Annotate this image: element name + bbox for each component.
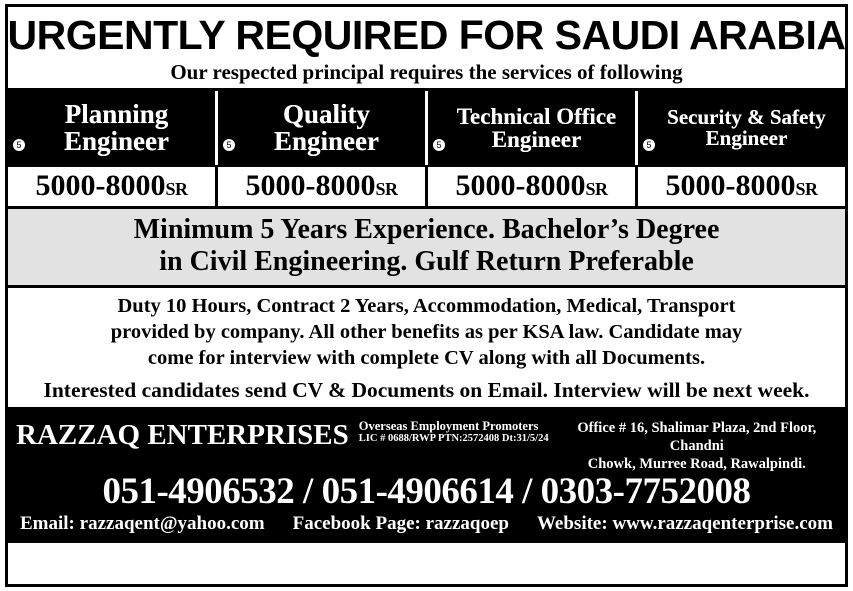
job-title	[64, 101, 169, 155]
address-line-1: Office # 16, Shalimar Plaza, 2nd Floor, Chandni	[577, 419, 817, 455]
salary-currency: SR	[165, 179, 188, 200]
ad-frame	[5, 4, 848, 587]
website-block	[537, 514, 833, 535]
job-title-wrap	[218, 91, 425, 165]
email-label: Email:	[20, 513, 75, 535]
job-title-line2: Engineer	[491, 127, 582, 153]
ad-headline: URGENTLY REQUIRED FOR SAUDI ARABIA	[7, 11, 846, 58]
email-block	[20, 514, 265, 535]
license-block	[349, 415, 549, 445]
terms-line-3: come for interview with complete CV along with all Documents.	[147, 346, 706, 369]
salary-cell	[428, 167, 638, 206]
facebook-value[interactable]: razzaqoep	[425, 513, 509, 535]
salary-currency: SR	[375, 179, 398, 200]
salary-cell	[638, 167, 845, 206]
job-bullet-icon: 5	[223, 139, 235, 151]
job-title	[274, 101, 379, 155]
terms-block	[8, 288, 845, 377]
terms-line-1: Duty 10 Hours, Contract 2 Years, Accommodation, Medical, Transport	[117, 295, 736, 318]
footer-top	[16, 415, 837, 473]
salary-currency: SR	[795, 179, 818, 200]
job-title-line2: Engineer	[705, 126, 788, 151]
salary-amount: 5000-8000	[665, 169, 796, 203]
requirement-band	[8, 209, 845, 288]
salary-cell	[8, 167, 218, 206]
salary-amount: 5000-8000	[245, 169, 376, 203]
job-bullet-icon: 5	[13, 139, 25, 151]
contact-row	[16, 514, 837, 537]
requirement-line-1: Minimum 5 Years Experience. Bachelor’s Degree	[133, 214, 720, 246]
job-title	[667, 107, 826, 149]
jobs-table	[8, 88, 845, 167]
job-title-wrap	[8, 91, 215, 165]
job-bullet-icon: 5	[643, 139, 655, 151]
job-column	[638, 91, 845, 165]
license-line-1: Overseas Employment Promoters	[358, 418, 539, 433]
salary-row	[8, 167, 845, 209]
job-title	[457, 105, 616, 151]
job-title-wrap	[428, 91, 635, 165]
salary-amount: 5000-8000	[35, 169, 166, 203]
salary-cell	[218, 167, 428, 206]
ad-subheadline: Our respected principal requires the services of following	[170, 60, 683, 84]
website-label: Website:	[536, 513, 608, 535]
email-value[interactable]: razzaqent@yahoo.com	[79, 513, 265, 535]
facebook-block	[293, 514, 509, 535]
terms-line-2: provided by company. All other benefits as per KSA law. Candidate may	[110, 321, 743, 344]
salary-currency: SR	[585, 179, 608, 200]
job-title-line1: Planning	[64, 99, 169, 130]
address-line-2: Chowk, Murree Road, Rawalpindi.	[587, 456, 806, 473]
job-title-wrap	[638, 91, 845, 165]
facebook-label: Facebook Page:	[292, 513, 421, 535]
job-title-line2: Engineer	[64, 126, 169, 157]
job-title-line1: Security & Safety	[667, 105, 826, 130]
requirement-line-2: in Civil Engineering. Gulf Return Preferable	[159, 246, 694, 278]
job-column	[218, 91, 428, 165]
job-column	[8, 91, 218, 165]
job-bullet-icon: 5	[433, 139, 445, 151]
office-address	[549, 415, 837, 473]
job-title-line1: Technical Office	[456, 104, 617, 130]
job-title-line1: Quality	[282, 99, 370, 130]
salary-amount: 5000-8000	[455, 169, 586, 203]
license-line-2: LIC # 0688/RWP PTN:2572408 Dt:31/5/24	[358, 433, 549, 445]
phone-numbers[interactable]: 051-4906532 / 051-4906614 / 0303-7752008	[102, 471, 751, 513]
job-title-line2: Engineer	[274, 126, 379, 157]
footer	[8, 411, 845, 543]
website-value[interactable]: www.razzaqenterprise.com	[612, 513, 833, 535]
job-column	[428, 91, 638, 165]
interest-note: Interested candidates send CV & Documents on Email. Interview will be next week.	[8, 377, 845, 411]
company-name: RAZZAQ ENTERPRISES	[16, 418, 349, 451]
